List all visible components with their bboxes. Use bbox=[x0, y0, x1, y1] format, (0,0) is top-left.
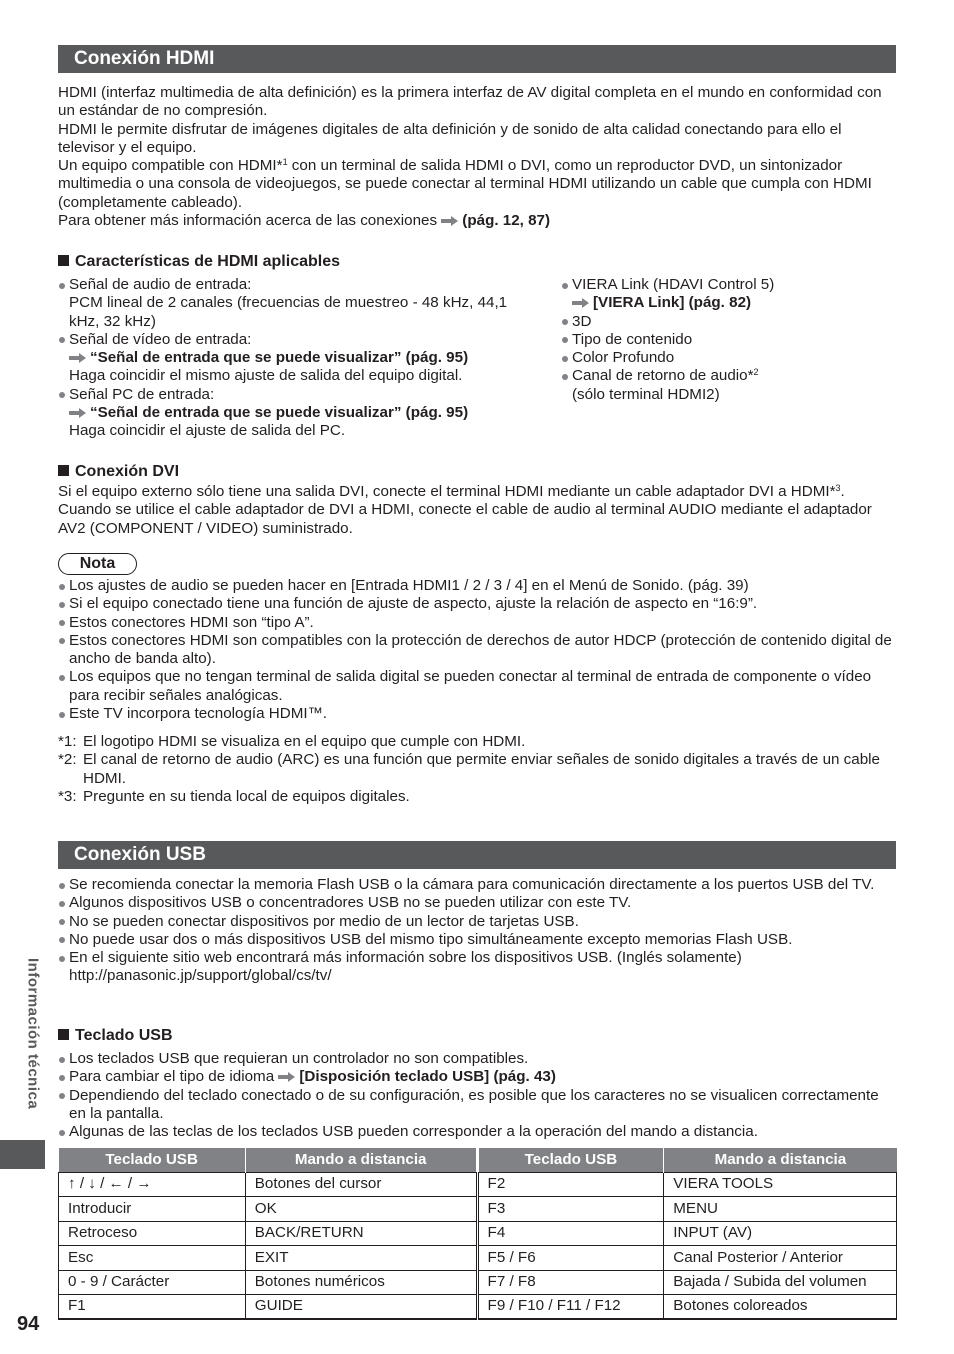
usb-list bbox=[58, 876, 896, 986]
arrow-right-icon bbox=[69, 353, 86, 363]
table-cell: BACK/RETURN bbox=[245, 1221, 477, 1246]
page-number: 94 bbox=[17, 1313, 40, 1335]
usb-item: En el siguiente sitio web encontrará más información sobre los dispositivos USB. (Inglés solamente) http://panasonic.jp/support/global/cs/tv/ bbox=[58, 949, 896, 986]
table-cell: Botones numéricos bbox=[245, 1270, 477, 1295]
table-header-row bbox=[59, 1148, 897, 1172]
keyboard-item: Algunas de las teclas de los teclados USB pueden corresponder a la operación del mando a distancia. bbox=[58, 1123, 896, 1141]
table-cell: Retroceso bbox=[59, 1221, 246, 1246]
arrow-right-icon bbox=[441, 216, 458, 226]
table-cell: Botones coloreados bbox=[664, 1295, 897, 1320]
table-row bbox=[59, 1295, 897, 1320]
footnotes bbox=[58, 733, 896, 806]
nota-list bbox=[58, 577, 896, 723]
table-cell: Introducir bbox=[59, 1197, 246, 1222]
table-row bbox=[59, 1172, 897, 1197]
column-header: Teclado USB bbox=[477, 1148, 664, 1172]
usb-item: No se pueden conectar dispositivos por medio de un lector de tarjetas USB. bbox=[58, 913, 896, 931]
feature-audio: Señal de audio de entrada: PCM lineal de 2 canales (frecuencias de muestreo - 48 kHz, 44,1 kHz, 32 kHz) bbox=[58, 276, 508, 331]
usb-item: Se recomienda conectar la memoria Flash USB o la cámara para comunicación directamente a los puertos USB del TV. bbox=[58, 876, 896, 894]
footnote: *1: El logotipo HDMI se visualiza en el equipo que cumple con HDMI. bbox=[58, 733, 526, 750]
table-cell: F7 / F8 bbox=[477, 1270, 664, 1295]
table-cell: INPUT (AV) bbox=[664, 1221, 897, 1246]
nota-item: Los ajustes de audio se pueden hacer en [Entrada HDMI1 / 2 / 3 / 4] en el Menú de Sonido. (pág. 39) bbox=[58, 577, 896, 595]
table-cell: F2 bbox=[477, 1172, 664, 1197]
keyboard-item: Para cambiar el tipo de idioma [Disposición teclado USB] (pág. 43) bbox=[58, 1068, 896, 1086]
keyboard-item: Dependiendo del teclado conectado o de su configuración, es posible que los caracteres no se visualicen correctamente en la pantalla. bbox=[58, 1087, 896, 1124]
square-bullet-icon bbox=[58, 465, 69, 476]
table-row bbox=[59, 1246, 897, 1271]
column-header: Mando a distancia bbox=[664, 1148, 897, 1172]
hdmi-intro-paragraph-3: Un equipo compatible con HDMI*$^1$ con un terminal de salida HDMI o DVI, como un reproductor DVD, un sintonizador multimedia o una consola de videojuegos, se puede conectar al terminal HDMI utilizando un cable que cumpla con HDMI (completamente cableado). bbox=[58, 157, 872, 211]
panasonic-support-url[interactable]: http://panasonic.jp/support/global/cs/tv/ bbox=[69, 967, 332, 985]
keyboard-heading: Teclado USB bbox=[58, 1026, 173, 1045]
nota-item: Si el equipo conectado tiene una función de ajuste de aspecto, ajuste la relación de aspecto en “16:9”. bbox=[58, 595, 896, 613]
feature-content-type: Tipo de contenido bbox=[561, 331, 891, 349]
table-cell: Canal Posterior / Anterior bbox=[664, 1246, 897, 1271]
feature-arc: Canal de retorno de audio*$^2$ (sólo terminal HDMI2) bbox=[561, 367, 891, 404]
table-cell: MENU bbox=[664, 1197, 897, 1222]
keyboard-layout-link[interactable]: [Disposición teclado USB] (pág. 43) bbox=[299, 1068, 556, 1086]
hdmi-intro-paragraph-2: HDMI le permite disfrutar de imágenes digitales de alta definición y de sonido de alta calidad conectando para ello el televisor y el equipo. bbox=[58, 120, 842, 156]
arrow-right-icon bbox=[69, 408, 86, 418]
keyboard-item: Los teclados USB que requieran un controlador no son compatibles. bbox=[58, 1050, 896, 1068]
table-row bbox=[59, 1197, 897, 1222]
hdmi-intro bbox=[58, 84, 896, 230]
nota-item: Este TV incorpora tecnología HDMI™. bbox=[58, 705, 896, 723]
keyboard-list bbox=[58, 1050, 896, 1141]
table-cell: F3 bbox=[477, 1197, 664, 1222]
nota-item: Los equipos que no tengan terminal de salida digital se pueden conectar al terminal de entrada de componente o vídeo para recibir señales analógicas. bbox=[58, 668, 896, 705]
square-bullet-icon bbox=[58, 1029, 69, 1040]
feature-video: Señal de vídeo de entrada: “Señal de entrada que se puede visualizar” (pág. 95) Haga coincidir el mismo ajuste de salida del equipo digital. bbox=[58, 331, 508, 386]
table-cell: Esc bbox=[59, 1246, 246, 1271]
feature-3d: 3D bbox=[561, 313, 891, 331]
pc-signal-link[interactable]: “Señal de entrada que se puede visualizar” (pág. 95) bbox=[90, 404, 469, 422]
key-mapping-table bbox=[58, 1148, 897, 1320]
table-cell: F4 bbox=[477, 1221, 664, 1246]
table-cell: F1 bbox=[59, 1295, 246, 1320]
table-cell: 0 - 9 / Carácter bbox=[59, 1270, 246, 1295]
side-tab-marker bbox=[0, 1140, 45, 1169]
viera-link-ref[interactable]: [VIERA Link] (pág. 82) bbox=[593, 294, 752, 312]
side-section-label: Información técnica bbox=[24, 958, 42, 1110]
table-cell: ↑ / ↓ / ← / → bbox=[59, 1172, 246, 1197]
hdmi-section-title: Conexión HDMI bbox=[58, 45, 896, 73]
table-cell: Botones del cursor bbox=[245, 1172, 477, 1197]
table-cell: GUIDE bbox=[245, 1295, 477, 1320]
hdmi-more-info: Para obtener más información acerca de las conexiones (pág. 12, 87) bbox=[58, 212, 551, 230]
hdmi-intro-paragraph-1: HDMI (interfaz multimedia de alta definición) es la primera interfaz de AV digital completa en el mundo en conformidad con un estándar de no compresión. bbox=[58, 84, 882, 120]
feature-deep-color: Color Profundo bbox=[561, 349, 891, 367]
features-left-column bbox=[58, 276, 508, 441]
footnote: *3: Pregunte en su tienda local de equipos digitales. bbox=[58, 787, 410, 805]
column-header: Teclado USB bbox=[59, 1148, 246, 1172]
dvi-heading: Conexión DVI bbox=[58, 462, 179, 481]
hdmi-more-info-link[interactable]: (pág. 12, 87) bbox=[462, 212, 551, 230]
arrow-right-icon bbox=[278, 1072, 295, 1082]
table-row bbox=[59, 1221, 897, 1246]
nota-label: Nota bbox=[58, 553, 137, 575]
feature-pc: Señal PC de entrada: “Señal de entrada que se puede visualizar” (pág. 95) Haga coincidir el ajuste de salida del PC. bbox=[58, 386, 508, 441]
table-cell: Bajada / Subida del volumen bbox=[664, 1270, 897, 1295]
footnote: *2: El canal de retorno de audio (ARC) es una función que permite enviar señales de sonido digitales a través de un cable HDMI. bbox=[58, 751, 880, 787]
feature-viera-link: VIERA Link (HDAVI Control 5) [VIERA Link] (pág. 82) bbox=[561, 276, 891, 313]
usb-item: No puede usar dos o más dispositivos USB del mismo tipo simultáneamente excepto memorias Flash USB. bbox=[58, 931, 896, 949]
nota-item: Estos conectores HDMI son compatibles con la protección de derechos de autor HDCP (protección de contenido digital de ancho de banda alto). bbox=[58, 632, 896, 669]
features-right-column bbox=[561, 276, 891, 404]
usb-section-title: Conexión USB bbox=[58, 841, 896, 869]
arrow-right-icon bbox=[572, 298, 589, 308]
table-row bbox=[59, 1270, 897, 1295]
nota-item: Estos conectores HDMI son “tipo A”. bbox=[58, 614, 896, 632]
usb-item: Algunos dispositivos USB o concentradores USB no se pueden utilizar con este TV. bbox=[58, 894, 896, 912]
video-signal-link[interactable]: “Señal de entrada que se puede visualizar” (pág. 95) bbox=[90, 349, 469, 367]
table-cell: F9 / F10 / F11 / F12 bbox=[477, 1295, 664, 1320]
table-cell: EXIT bbox=[245, 1246, 477, 1271]
table-cell: F5 / F6 bbox=[477, 1246, 664, 1271]
table-cell: OK bbox=[245, 1197, 477, 1222]
table-cell: VIERA TOOLS bbox=[664, 1172, 897, 1197]
square-bullet-icon bbox=[58, 255, 69, 266]
features-heading: Características de HDMI aplicables bbox=[58, 252, 340, 271]
dvi-text: Si el equipo externo sólo tiene una salida DVI, conecte el terminal HDMI mediante un cable adaptador DVI a HDMI*$^3$. Cuando se utilice el cable adaptador de DVI a HDMI, conecte el cable de audio al terminal AUDIO mediante el adaptador AV2 (COMPONENT / VIDEO) suministrado. bbox=[58, 483, 872, 537]
column-header: Mando a distancia bbox=[245, 1148, 477, 1172]
